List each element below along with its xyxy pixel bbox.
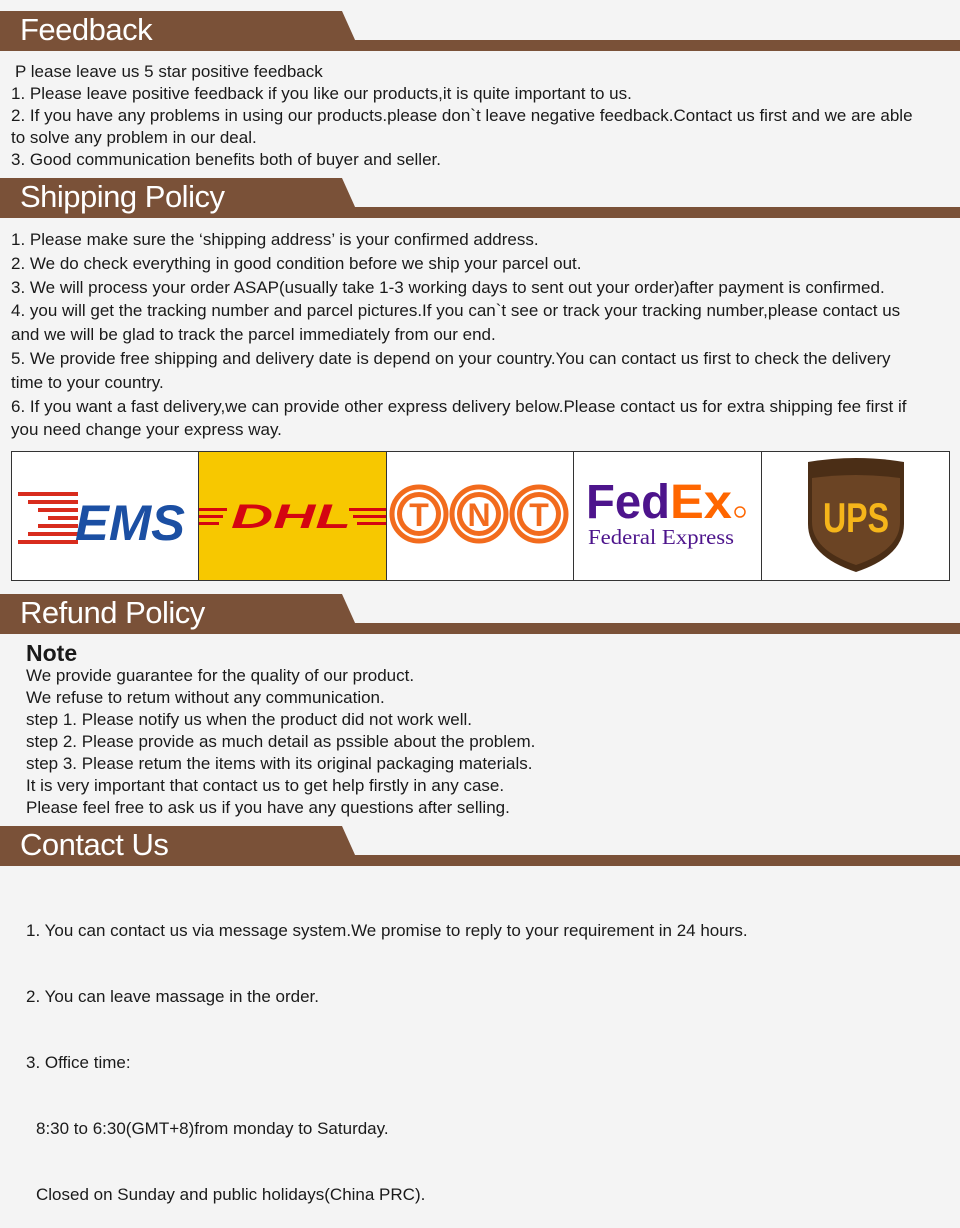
list-item: step 3. Please retum the items with its original packaging materials. [26,754,533,773]
list-item: 3. Office time: [26,1053,131,1072]
refund-section-header [0,594,960,634]
feedback-section-header [0,11,960,51]
fedex-subtitle: Federal Express [588,525,735,549]
list-item: you need change your express way. [11,420,282,440]
fedex-logo-graphic [574,452,761,580]
note-title: Note [26,640,78,666]
ems-logo-graphic [12,452,198,580]
tnt-letter-t: T [408,497,429,533]
contact-section-header [0,826,960,866]
registered-mark-icon [735,507,745,517]
list-item: step 1. Please notify us when the product did not work well. [26,710,473,729]
fedex-fed: Fed [586,476,671,529]
list-item: It is very important that contact us to get help firstly in any case. [26,776,505,795]
list-item: 2. We do check everything in good condition before we ship your parcel out. [11,253,582,273]
ups-logo-graphic [762,452,949,580]
list-item: 6. If you want a fast delivery,we can provide other express delivery below.Please contact us for extra shipping fee first if [11,396,907,416]
carrier-logos [11,451,950,581]
tnt-logo [387,452,575,580]
list-item: 1. Please make sure the ‘shipping address’ is your confirmed address. [11,230,539,249]
list-item: 3. Good communication benefits both of buyer and seller. [11,150,441,169]
list-item: 2. If you have any problems in using our products.please don`t leave negative feedback.Contact us first and we are able [11,106,913,125]
shipping-title: Shipping Policy [20,179,225,214]
feedback-title: Feedback [20,12,153,47]
tnt-letter-t2: T [528,497,549,533]
list-item: 1. Please leave positive feedback if you like our products,it is quite important to us. [11,84,632,103]
ups-wordmark: UPS [823,494,890,541]
list-item: step 2. Please provide as much detail as pssible about the problem. [26,732,536,751]
list-item: We refuse to retum without any communication. [26,688,385,707]
shipping-section-header [0,178,960,218]
list-item: 8:30 to 6:30(GMT+8)from monday to Saturday. [36,1119,389,1138]
list-item: 4. you will get the tracking number and parcel pictures.If you can`t see or track your tracking number,please contact us [11,301,901,321]
list-item: to solve any problem in our deal. [11,128,257,147]
refund-title: Refund Policy [20,595,205,630]
list-item: time to your country. [11,372,164,392]
list-item: Please feel free to ask us if you have any questions after selling. [26,798,510,817]
tnt-logo-graphic [387,452,574,580]
fedex-logo [574,452,762,580]
dhl-wordmark: DHL [230,498,351,536]
refund-body [26,641,535,819]
feedback-intro: P lease leave us 5 star positive feedback [15,62,323,81]
shipping-list [11,228,906,442]
list-item: and we will be glad to track the parcel immediately from our end. [11,325,496,345]
list-item: Closed on Sunday and public holidays(China PRC). [36,1185,426,1204]
ems-logo [12,452,199,580]
tnt-letter-n: N [467,497,491,533]
feedback-list [11,83,913,171]
contact-list [26,876,748,1228]
contact-title: Contact Us [20,827,169,862]
ems-wordmark: EMS [75,495,185,551]
fedex-ex: Ex [670,476,733,529]
list-item: We provide guarantee for the quality of our product. [26,666,415,685]
list-item: 2. You can leave massage in the order. [26,987,319,1006]
list-item: 5. We provide free shipping and delivery date is depend on your country.You can contact us first to check the delivery [11,348,891,368]
list-item: 1. You can contact us via message system.We promise to reply to your requirement in 24 hours. [26,921,748,940]
dhl-logo [199,452,387,580]
ups-logo [762,452,949,580]
list-item: 3. We will process your order ASAP(usually take 1-3 working days to sent out your order)after payment is confirmed. [11,277,885,297]
dhl-logo-graphic [199,452,386,580]
